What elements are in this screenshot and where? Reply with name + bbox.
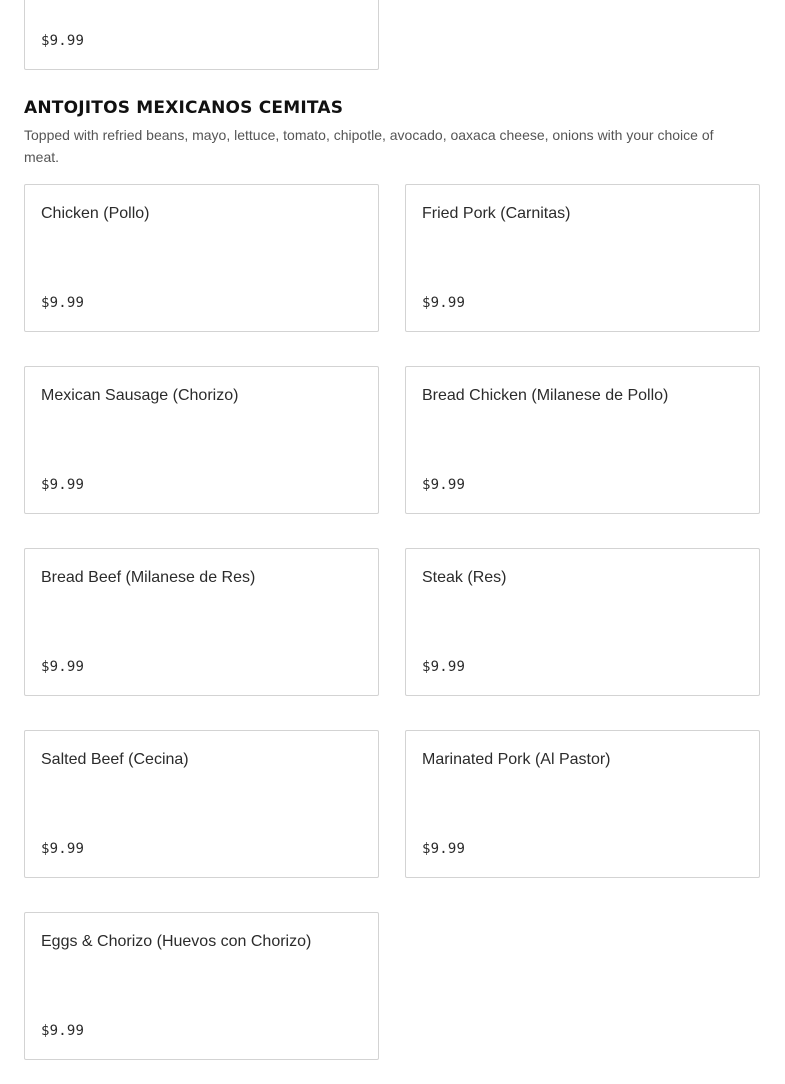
item-price: $9.99 [41,295,85,311]
item-name: Eggs & Chorizo (Huevos con Chorizo) [41,933,312,950]
item-price: $9.99 [422,659,466,675]
section-description: Topped with refried beans, mayo, lettuce, tomato, chipotle, avocado, oaxaca cheese, onions with your choice of meat. [24,127,714,165]
item-price: $9.99 [422,841,466,857]
menu-item-card[interactable] [24,366,379,514]
item-name: Marinated Pork (Al Pastor) [422,751,611,768]
item-name: Bread Chicken (Milanese de Pollo) [422,387,669,404]
item-name: Chicken (Pollo) [41,205,150,222]
menu-item-card[interactable] [405,184,760,332]
menu-item-card[interactable] [405,366,760,514]
item-name: Salted Beef (Cecina) [41,751,189,768]
menu-item-card[interactable] [24,184,379,332]
item-price: $9.99 [422,477,466,493]
item-price: $9.99 [41,659,85,675]
menu-item-card[interactable] [405,730,760,878]
item-price: $9.99 [41,841,85,857]
item-price: $9.99 [41,1023,85,1039]
item-price: $9.99 [41,477,85,493]
item-name: Fried Pork (Carnitas) [422,205,571,222]
section-title: ANTOJITOS MEXICANOS CEMITAS [24,98,344,118]
menu-item-card[interactable] [24,730,379,878]
menu-item-card[interactable] [24,0,379,70]
item-name: Steak (Res) [422,569,507,586]
item-price: $9.99 [422,295,466,311]
menu-item-card[interactable] [24,912,379,1060]
menu-item-card[interactable] [24,548,379,696]
menu-item-card[interactable] [405,548,760,696]
item-price: $9.99 [41,33,85,49]
item-name: Mexican Sausage (Chorizo) [41,387,239,404]
item-name: Bread Beef (Milanese de Res) [41,569,256,586]
